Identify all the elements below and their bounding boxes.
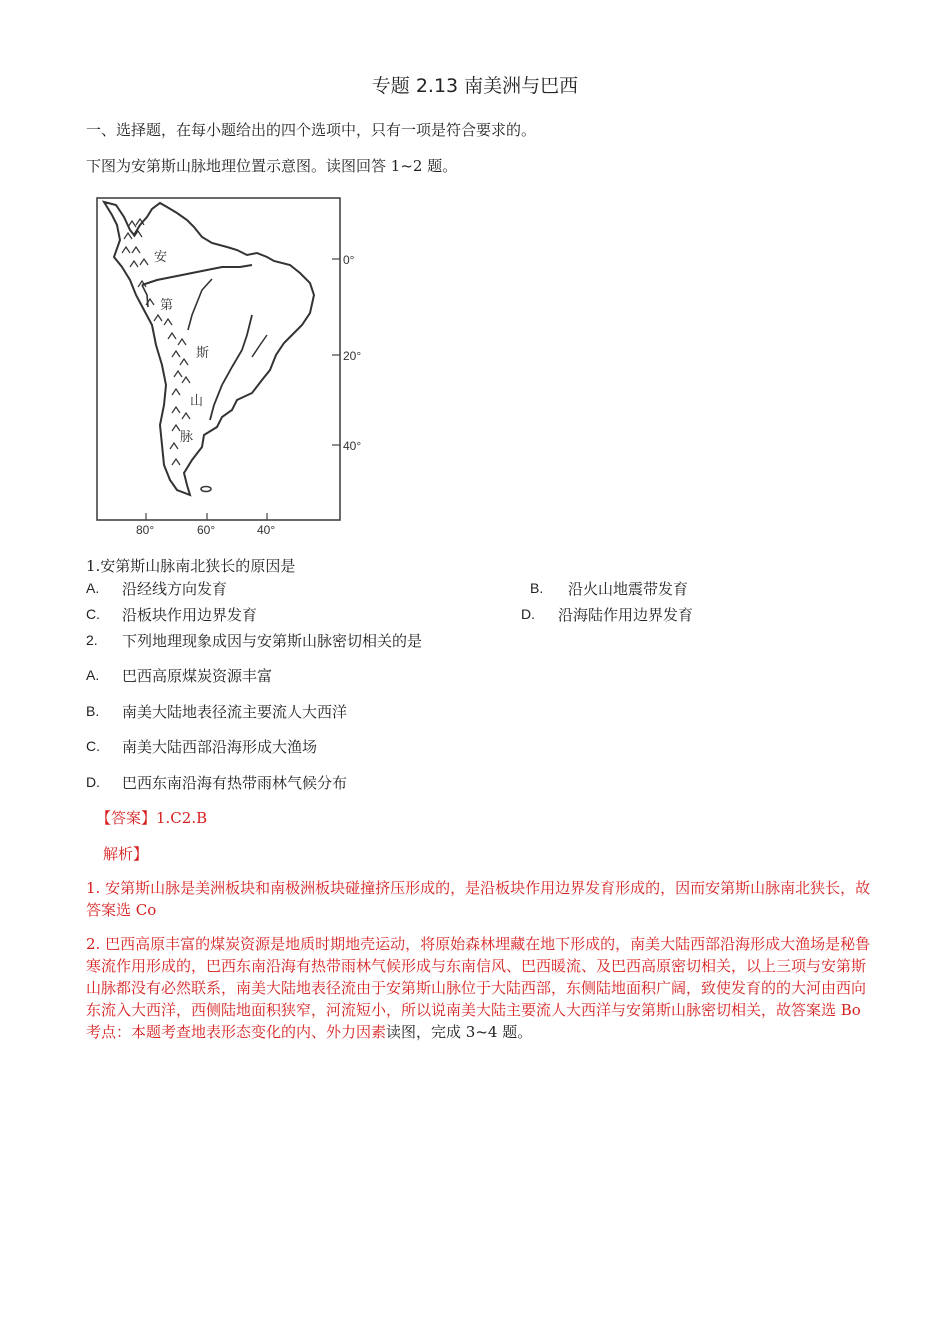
lon-label-40: 40° — [257, 523, 276, 537]
q2-option-c-letter: C. — [86, 738, 100, 754]
q1-option-c-letter: C. — [86, 606, 100, 622]
lat-label-40: 40° — [343, 439, 362, 453]
q1-option-d-letter: D. — [521, 606, 535, 622]
lat-label-20: 20° — [343, 349, 362, 363]
q2-option-d-text: 巴西东南沿海有热带雨林气候分布 — [122, 774, 348, 792]
lat-label-0: 0° — [343, 253, 355, 267]
map-frame — [97, 198, 340, 520]
q1-option-a-letter: A. — [86, 580, 100, 596]
lon-label-80: 80° — [136, 523, 155, 537]
mountain-char-3: 斯 — [196, 346, 210, 361]
question-1-stem: 1.安第斯山脉南北狭长的原因是 — [86, 557, 296, 575]
mountain-char-1: 安 — [154, 250, 168, 265]
q2-option-a-text: 巴西高原煤炭资源丰富 — [122, 667, 273, 685]
q2-option-a-letter: A. — [86, 667, 100, 683]
explanation-2 — [86, 933, 876, 1043]
mountain-char-5: 脉 — [180, 430, 194, 445]
q2-option-d-letter: D. — [86, 774, 100, 790]
mountain-char-4: 山 — [190, 394, 204, 409]
q1-option-c-text: 沿板块作用边界发育 — [122, 606, 258, 624]
lon-label-60: 60° — [197, 523, 216, 537]
section-heading: 一、选择题，在每小题给出的四个选项中，只有一项是符合要求的。 — [86, 121, 537, 139]
q1-option-d-text: 沿海陆作用边界发育 — [558, 606, 694, 624]
explanation-2-red: 2. 巴西高原丰富的煤炭资源是地质时期地壳运动，将原始森林埋藏在地下形成的，南美大陆西部沿海形成大渔场是秘鲁寒流作用形成的，巴西东南沿海有热带雨林气候形成与东南信风、巴西暖流、及巴西高原密切相关，以上三项与安第斯山脉都没有必然联系，南美大陆地表径流由于安第斯山脉位于大陆西部，东侧陆地面积广阔，致使发育的的大河由西向东流入大西洋，西侧陆地面积狭窄，河流短小，所以说南美大陆主要流人大西洋与安第斯山脉密切相关，故答案选 Bo 考点：本题考查地表形态变化的内、外力因素 — [86, 935, 871, 1041]
question-2-number: 2. — [86, 632, 98, 648]
q1-option-b-letter: B. — [530, 580, 544, 596]
page-title: 专题 2.13 南美洲与巴西 — [371, 75, 579, 97]
explanation-1: 1. 安第斯山脉是美洲板块和南极洲板块碰撞挤压形成的，是沿板块作用边界发育形成的，因而安第斯山脉南北狭长，故答案选 Co — [86, 879, 871, 919]
analysis-label: 解析】 — [103, 845, 149, 863]
mountain-char-2: 第 — [160, 298, 174, 313]
q2-option-b-letter: B. — [86, 703, 100, 719]
answer-line: 【答案】1.C2.B — [96, 809, 208, 827]
q1-option-a-text: 沿经线方向发育 — [122, 580, 228, 598]
intro-text: 下图为安第斯山脉地理位置示意图。读图回答 1~2 题。 — [86, 157, 458, 175]
q2-option-c-text: 南美大陆西部沿海形成大渔场 — [122, 738, 318, 756]
andes-map-figure — [92, 195, 362, 540]
q1-option-b-text: 沿火山地震带发育 — [568, 580, 689, 598]
explanation-2-black: 读图，完成 3~4 题。 — [386, 1023, 533, 1041]
andes-map-svg — [92, 195, 362, 540]
q2-option-b-text: 南美大陆地表径流主要流人大西洋 — [122, 703, 348, 721]
question-2-stem: 下列地理现象成因与安第斯山脉密切相关的是 — [122, 632, 423, 650]
